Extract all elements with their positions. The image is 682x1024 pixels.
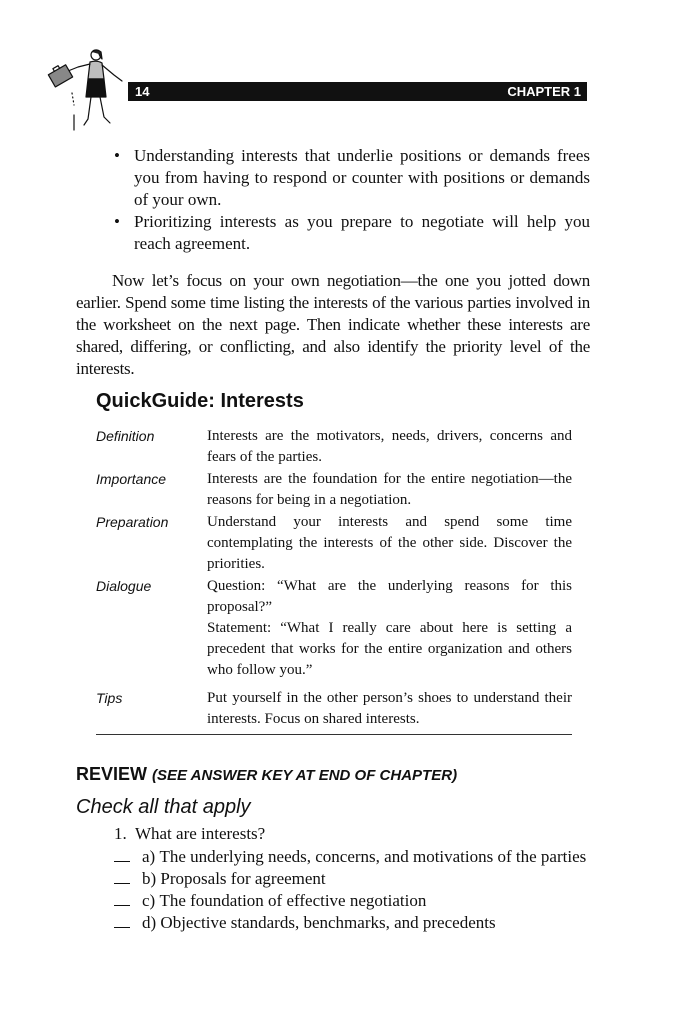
businesswoman-illustration	[44, 45, 130, 133]
answer-blank[interactable]	[114, 890, 130, 906]
quickguide-term: Preparation	[96, 514, 169, 530]
answer-option-d[interactable]: d) Objective standards, benchmarks, and precedents	[114, 912, 586, 934]
answer-blank[interactable]	[114, 912, 130, 928]
answer-options	[114, 846, 586, 934]
quickguide-definition: Question: “What are the underlying reasons for this proposal?”	[207, 578, 572, 615]
answer-blank[interactable]	[114, 846, 130, 862]
quickguide-definition: Interests are the motivators, needs, drivers, concerns and fears of the parties.	[207, 428, 572, 465]
option-text: Proposals for agreement	[160, 869, 326, 888]
quickguide-term: Tips	[96, 690, 123, 706]
quickguide-term: Importance	[96, 471, 167, 487]
answer-blank[interactable]	[114, 868, 130, 884]
quickguide-term: Definition	[96, 428, 155, 444]
bullet-item: • Prioritizing interests as you prepare to negotiate will help you reach agreement.	[114, 212, 590, 253]
quickguide-definition: Put yourself in the other person’s shoes to understand their interests. Focus on shared interests.	[207, 690, 572, 727]
bullet-text: Prioritizing interests as you prepare to negotiate will help you reach agreement.	[134, 212, 590, 253]
option-text: Objective standards, benchmarks, and precedents	[160, 913, 496, 932]
quickguide-row	[96, 576, 572, 681]
answer-option-c[interactable]: c) The foundation of effective negotiation	[114, 890, 586, 912]
review-note: (SEE ANSWER KEY AT END OF CHAPTER)	[152, 767, 458, 784]
quickguide-row	[96, 688, 572, 730]
quickguide-title: QuickGuide: Interests	[96, 390, 304, 412]
review-heading	[76, 762, 457, 788]
quickguide-row	[96, 469, 572, 511]
review-title: REVIEW	[76, 764, 148, 784]
page-number: 14	[135, 84, 150, 99]
answer-option-a[interactable]: a) The underlying needs, concerns, and motivations of the parties	[114, 846, 586, 868]
quickguide-term: Dialogue	[96, 578, 152, 594]
quickguide-row	[96, 512, 572, 575]
answer-option-b[interactable]: b) Proposals for agreement	[114, 868, 586, 890]
review-instruction: Check all that apply	[76, 796, 251, 818]
quickguide-definition: Understand your interests and spend some time contemplating the interests of the other side. Discover the priorities.	[207, 514, 572, 572]
running-header	[128, 82, 587, 101]
option-text: The underlying needs, concerns, and motivations of the parties	[159, 847, 587, 866]
quickguide-table	[96, 426, 572, 735]
quickguide-definition-statement: Statement: “What I really care about here is setting a precedent that works for the entire organization and others who follow you.”	[207, 620, 572, 678]
question-number: 1.	[114, 824, 127, 843]
bullet-text: Understanding interests that underlie positions or demands frees you from having to respond or counter with positions or demands of your own.	[134, 146, 590, 209]
option-text: The foundation of effective negotiation	[159, 891, 427, 910]
quickguide-row	[96, 426, 572, 468]
bullet-list	[114, 145, 590, 255]
question-text: What are interests?	[134, 824, 266, 843]
bullet-item: • Understanding interests that underlie positions or demands frees you from having to respond or counter with positions or demands of your own.	[114, 146, 590, 209]
chapter-label: CHAPTER 1	[507, 84, 581, 99]
review-question	[114, 823, 265, 845]
intro-paragraph: Now let’s focus on your own negotiation—the one you jotted down earlier. Spend some time listing the interests of the various parties involved in the worksheet on the next page. Then indicate whether these interests are shared, differing, or conflicting, and also identify the priority level of the interests.	[76, 271, 590, 378]
quickguide-definition: Interests are the foundation for the entire negotiation—the reasons for being in a negotiation.	[207, 471, 572, 508]
